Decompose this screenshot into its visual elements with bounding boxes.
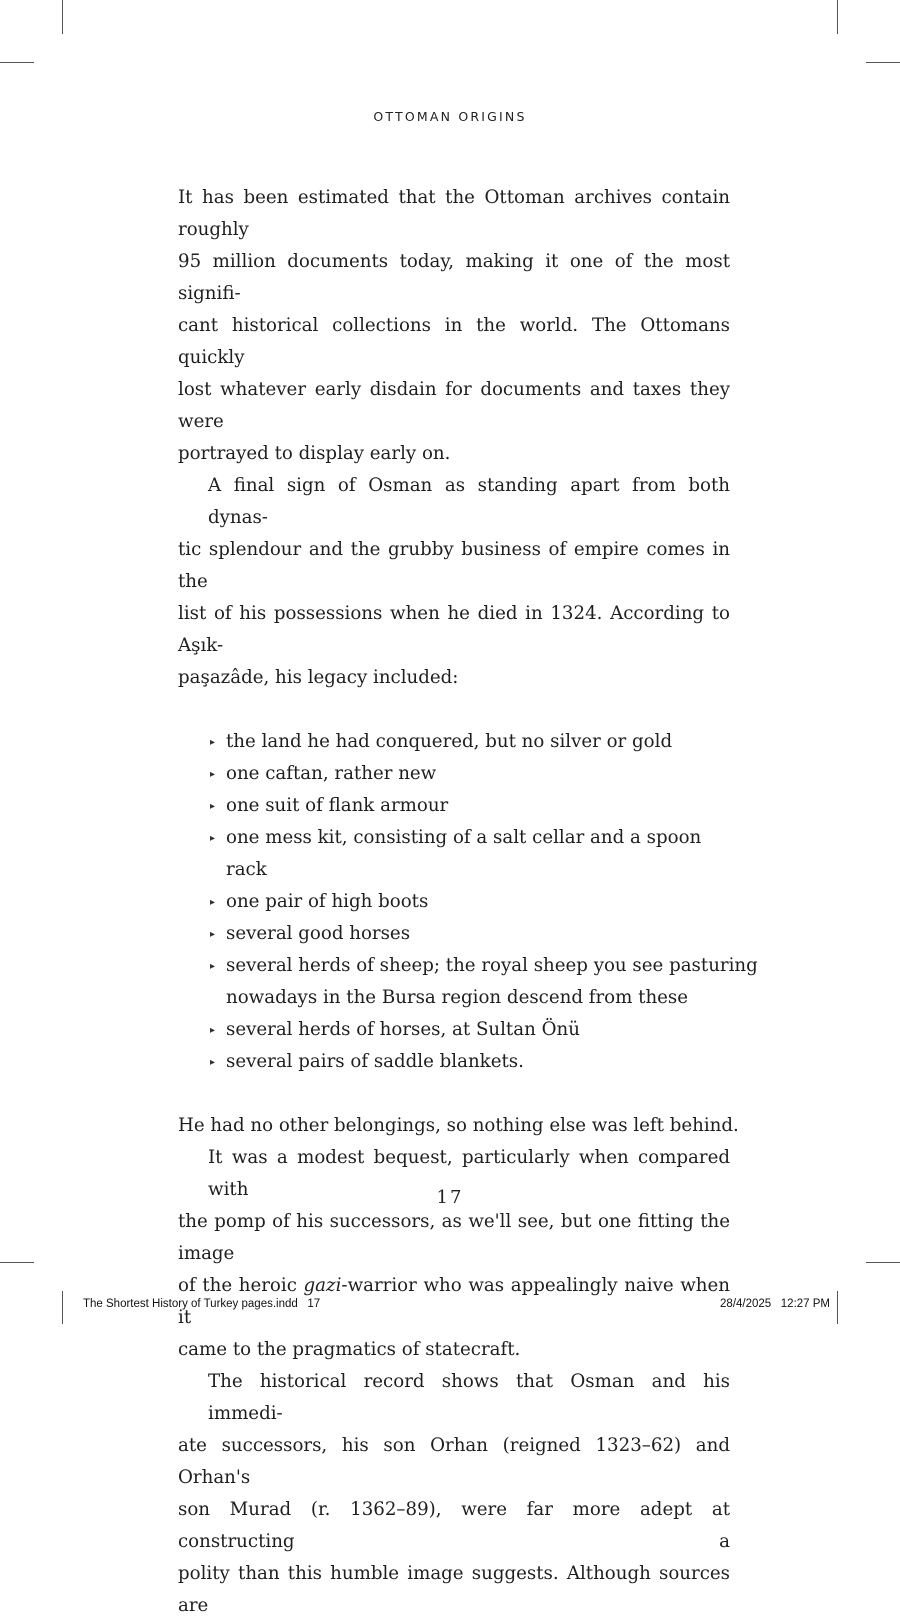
page-number: 17 xyxy=(436,1187,464,1208)
bullet-icon: ▸ xyxy=(210,1025,216,1036)
text-line: He had no other belongings, so nothing else was left behind. xyxy=(178,1115,739,1136)
crop-mark-top-left xyxy=(62,0,63,34)
list-item xyxy=(178,726,730,758)
list-item-text: several herds of sheep; the royal sheep you see pasturing xyxy=(226,955,758,976)
bullet-icon: ▸ xyxy=(210,737,216,748)
list-item xyxy=(178,886,730,918)
text-line: A final sign of Osman as standing apart from both dynas- xyxy=(208,475,730,528)
list-item-text: one caftan, rather new xyxy=(226,763,437,784)
list-item xyxy=(178,1046,730,1078)
text-line: It was a modest bequest, particularly when compared with xyxy=(208,1147,730,1200)
paragraph-4 xyxy=(178,1142,730,1366)
text-line: tic splendour and the grubby business of empire comes in the xyxy=(178,539,730,592)
list-item xyxy=(178,1014,730,1046)
list-item-text: one mess kit, consisting of a salt cellar and a spoon rack xyxy=(226,827,702,880)
crop-mark-right-bottom xyxy=(866,1262,900,1263)
running-head: OTTOMAN ORIGINS xyxy=(373,109,527,124)
crop-mark-top-right xyxy=(837,0,838,34)
bullet-icon: ▸ xyxy=(210,801,216,812)
list-item-text: one suit of flank armour xyxy=(226,795,449,816)
text-line: portrayed to display early on. xyxy=(178,443,451,464)
bullet-icon: ▸ xyxy=(210,833,216,844)
text-fragment: of the heroic xyxy=(178,1275,304,1296)
list-item xyxy=(178,790,730,822)
text-fragment: -warrior who was appealingly naive when it xyxy=(178,1275,731,1328)
list-item-text: the land he had conquered, but no silver or gold xyxy=(226,731,673,752)
text-line: It has been estimated that the Ottoman archives contain roughly xyxy=(178,187,730,240)
slug-file-info: The Shortest History of Turkey pages.indd 17 xyxy=(83,1298,321,1310)
list-item xyxy=(178,918,730,950)
bullet-icon: ▸ xyxy=(210,897,216,908)
text-line: the pomp of his successors, as we'll see, but one fitting the image xyxy=(178,1211,730,1264)
paragraph-5 xyxy=(178,1366,730,1622)
bullet-icon: ▸ xyxy=(210,769,216,780)
text-line: ate successors, his son Orhan (reigned 1323–62) and Orhan's xyxy=(178,1435,730,1488)
list-item-text: one pair of high boots xyxy=(226,891,429,912)
list-item-text: several pairs of saddle blankets. xyxy=(226,1051,524,1072)
list-item xyxy=(178,950,758,1014)
emphasis-gazi: gazi xyxy=(303,1275,342,1296)
body-text xyxy=(178,182,758,1622)
text-line: son Murad (r. 1362–89), were far more adept at constructing a xyxy=(178,1499,730,1552)
list-item xyxy=(178,822,730,886)
bullet-icon: ▸ xyxy=(210,961,216,972)
text-line: lost whatever early disdain for documents and taxes they were xyxy=(178,379,730,432)
crop-mark-right-top xyxy=(866,62,900,63)
crop-mark-left-bottom xyxy=(0,1262,34,1263)
slug-timestamp: 28/4/2025 12:27 PM xyxy=(720,1298,830,1310)
text-line: came to the pragmatics of statecraft. xyxy=(178,1339,521,1360)
paragraph-3 xyxy=(178,1110,739,1142)
text-line: cant historical collections in the world. The Ottomans quickly xyxy=(178,315,730,368)
list-item-text: nowadays in the Bursa region descend from these xyxy=(226,987,689,1008)
crop-mark-left-top xyxy=(0,62,34,63)
list-item-text: several herds of horses, at Sultan Önü xyxy=(226,1019,580,1040)
crop-mark-bottom-left xyxy=(62,1291,63,1324)
bullet-icon: ▸ xyxy=(210,1057,216,1068)
list-item xyxy=(178,758,730,790)
list-item-text: several good horses xyxy=(226,923,411,944)
crop-mark-bottom-right xyxy=(837,1291,838,1324)
legacy-list xyxy=(178,726,758,1078)
paragraph-1 xyxy=(178,182,730,470)
bullet-icon: ▸ xyxy=(210,929,216,940)
text-line: polity than this humble image suggests. Although sources are xyxy=(178,1563,730,1616)
text-line: 95 million documents today, making it one of the most signifi- xyxy=(178,251,730,304)
paragraph-2 xyxy=(178,470,730,694)
text-line: The historical record shows that Osman and his immedi- xyxy=(208,1371,730,1424)
text-line: paşazâde, his legacy included: xyxy=(178,667,459,688)
text-line: list of his possessions when he died in 1324. According to Aşık- xyxy=(178,603,730,656)
